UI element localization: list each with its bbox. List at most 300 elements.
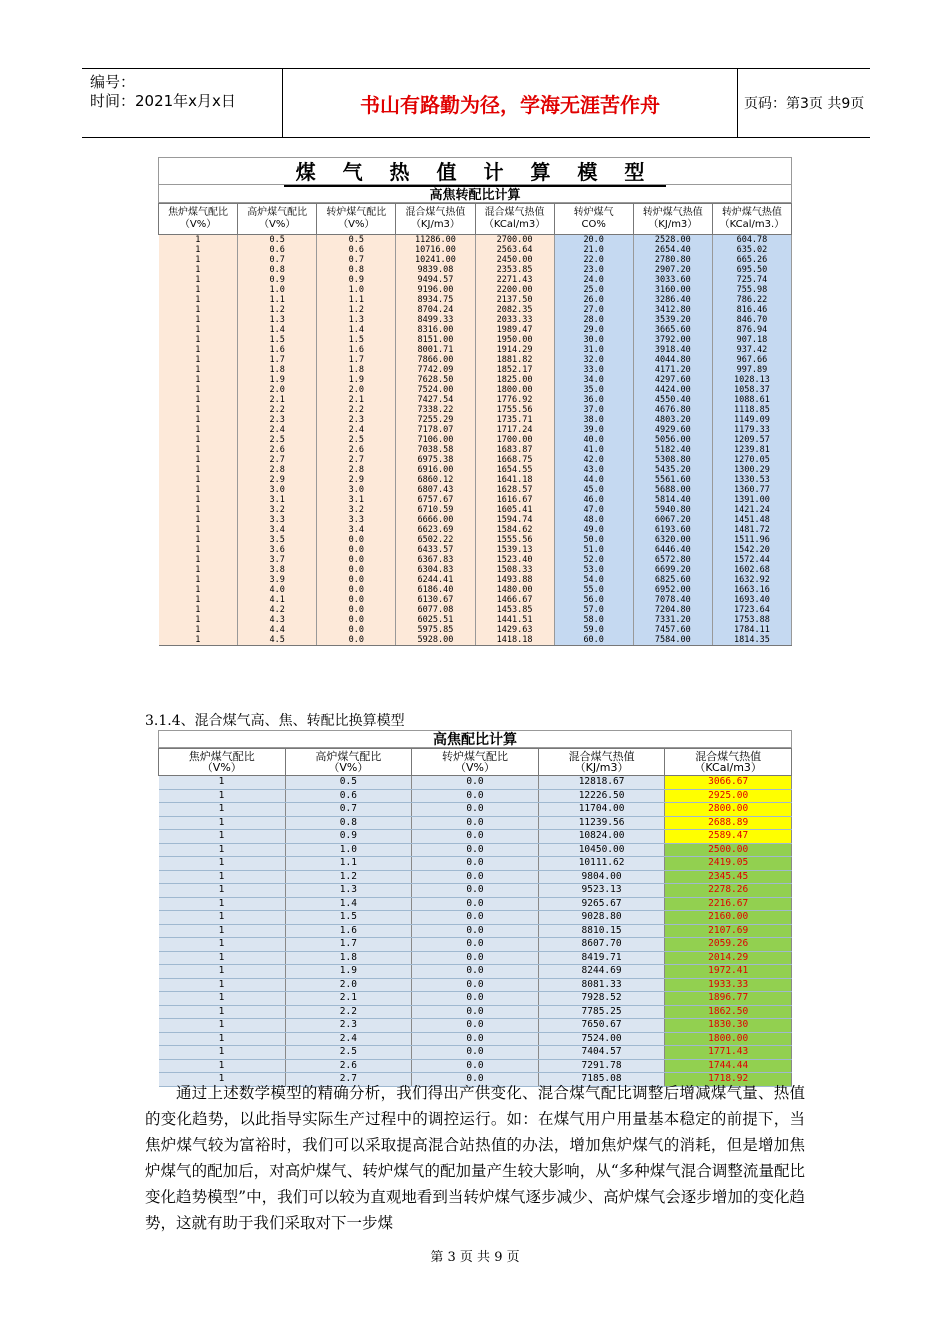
table-cell: 1632.92 bbox=[712, 575, 791, 585]
table-cell: 846.70 bbox=[712, 315, 791, 325]
table-cell: 6193.60 bbox=[633, 525, 712, 535]
table-cell: 30.0 bbox=[554, 335, 633, 345]
table-cell: 7038.58 bbox=[396, 445, 475, 455]
table-cell: 0.0 bbox=[412, 816, 539, 830]
table-cell: 0.6 bbox=[238, 245, 317, 255]
table-row bbox=[159, 911, 792, 925]
table-cell: 1466.67 bbox=[475, 595, 554, 605]
table-cell: 8316.00 bbox=[396, 325, 475, 335]
table-cell: 0.5 bbox=[317, 235, 396, 246]
table-row bbox=[159, 245, 792, 255]
table-cell: 2.2 bbox=[285, 1005, 412, 1019]
table-row bbox=[159, 803, 792, 817]
table-cell: 2528.00 bbox=[633, 235, 712, 246]
table-cell: 1 bbox=[159, 545, 238, 555]
table-cell: 3286.40 bbox=[633, 295, 712, 305]
table-cell: 1 bbox=[159, 830, 286, 844]
table-cell: 1300.29 bbox=[712, 465, 791, 475]
table-cell: 665.26 bbox=[712, 255, 791, 265]
ratio-conversion-table bbox=[158, 730, 792, 1087]
table-cell: 1628.57 bbox=[475, 485, 554, 495]
table-cell: 1 bbox=[159, 515, 238, 525]
table-cell: 1028.13 bbox=[712, 375, 791, 385]
table-cell: 0.0 bbox=[412, 1073, 539, 1087]
table-cell: 1776.92 bbox=[475, 395, 554, 405]
table-cell: 7584.00 bbox=[633, 635, 712, 646]
table-cell: 604.78 bbox=[712, 235, 791, 246]
table-cell: 1700.00 bbox=[475, 435, 554, 445]
table-cell: 0.0 bbox=[412, 965, 539, 979]
table2-subtitle: 高焦配比计算 bbox=[158, 730, 792, 748]
table1-header-7 bbox=[712, 204, 791, 235]
table-cell: 43.0 bbox=[554, 465, 633, 475]
table-cell: 725.74 bbox=[712, 275, 791, 285]
table-cell: 1 bbox=[159, 495, 238, 505]
table-row bbox=[159, 405, 792, 415]
table-cell: 1508.33 bbox=[475, 565, 554, 575]
table-cell: 2800.00 bbox=[665, 803, 792, 817]
table-cell: 1 bbox=[159, 1059, 286, 1073]
table-row bbox=[159, 992, 792, 1006]
table-cell: 1755.56 bbox=[475, 405, 554, 415]
table-cell: 49.0 bbox=[554, 525, 633, 535]
table-row bbox=[159, 435, 792, 445]
table-cell: 3792.00 bbox=[633, 335, 712, 345]
table-cell: 1058.37 bbox=[712, 385, 791, 395]
table-cell: 2907.20 bbox=[633, 265, 712, 275]
table-cell: 2.4 bbox=[317, 425, 396, 435]
table-cell: 2.9 bbox=[317, 475, 396, 485]
table-cell: 1881.82 bbox=[475, 355, 554, 365]
table-row bbox=[159, 605, 792, 615]
table-cell: 1 bbox=[159, 315, 238, 325]
table-row bbox=[159, 585, 792, 595]
table-cell: 3066.67 bbox=[665, 776, 792, 790]
table1-header-1 bbox=[238, 204, 317, 235]
table-cell: 3.1 bbox=[317, 495, 396, 505]
table-cell: 1753.88 bbox=[712, 615, 791, 625]
table-cell: 6067.20 bbox=[633, 515, 712, 525]
table-cell: 1.1 bbox=[238, 295, 317, 305]
table-cell: 3160.00 bbox=[633, 285, 712, 295]
table-cell: 2.5 bbox=[238, 435, 317, 445]
table1-header-line: 转炉煤气配比 bbox=[326, 207, 387, 218]
table-row bbox=[159, 535, 792, 545]
table-cell: 0.0 bbox=[412, 951, 539, 965]
table-cell: 1270.05 bbox=[712, 455, 791, 465]
table-cell: 1511.96 bbox=[712, 535, 791, 545]
table-cell: 31.0 bbox=[554, 345, 633, 355]
table-cell: 0.9 bbox=[238, 275, 317, 285]
table-cell: 26.0 bbox=[554, 295, 633, 305]
table-cell: 1744.44 bbox=[665, 1059, 792, 1073]
table-cell: 1555.56 bbox=[475, 535, 554, 545]
table-cell: 4.0 bbox=[238, 585, 317, 595]
table-cell: 11239.56 bbox=[538, 816, 665, 830]
table-cell: 1 bbox=[159, 625, 238, 635]
table1-header-line: 混合煤气热值 bbox=[484, 207, 545, 218]
table-cell: 0.0 bbox=[412, 870, 539, 884]
table-cell: 6807.43 bbox=[396, 485, 475, 495]
table1-subtitle: 高焦转配比计算 bbox=[158, 185, 792, 203]
table-cell: 7524.00 bbox=[396, 385, 475, 395]
table-cell: 7291.78 bbox=[538, 1059, 665, 1073]
page-footer: 第 3 页 共 9 页 bbox=[430, 1250, 520, 1265]
table-row bbox=[159, 897, 792, 911]
table-cell: 1360.77 bbox=[712, 485, 791, 495]
table-row bbox=[159, 475, 792, 485]
table-cell: 1.0 bbox=[317, 285, 396, 295]
table-cell: 9523.13 bbox=[538, 884, 665, 898]
table-cell: 9494.57 bbox=[396, 275, 475, 285]
table-cell: 7427.54 bbox=[396, 395, 475, 405]
table-cell: 40.0 bbox=[554, 435, 633, 445]
table-cell: 32.0 bbox=[554, 355, 633, 365]
table-cell: 1.1 bbox=[285, 857, 412, 871]
table-cell: 2.0 bbox=[317, 385, 396, 395]
table-cell: 1391.00 bbox=[712, 495, 791, 505]
table-cell: 1605.41 bbox=[475, 505, 554, 515]
table2-header-line: （V%） bbox=[328, 761, 369, 774]
table-cell: 8151.00 bbox=[396, 335, 475, 345]
table-cell: 1 bbox=[159, 525, 238, 535]
table-cell: 0.0 bbox=[412, 1046, 539, 1060]
table-row bbox=[159, 495, 792, 505]
table-row bbox=[159, 305, 792, 315]
table-cell: 7650.67 bbox=[538, 1019, 665, 1033]
table-cell: 7185.08 bbox=[538, 1073, 665, 1087]
table-cell: 7524.00 bbox=[538, 1032, 665, 1046]
table1-title bbox=[158, 157, 792, 185]
table-cell: 25.0 bbox=[554, 285, 633, 295]
table-cell: 2.4 bbox=[285, 1032, 412, 1046]
table-cell: 4.4 bbox=[238, 625, 317, 635]
table-cell: 2033.33 bbox=[475, 315, 554, 325]
table-cell: 1.0 bbox=[285, 843, 412, 857]
table-cell: 1 bbox=[159, 803, 286, 817]
table-cell: 1 bbox=[159, 605, 238, 615]
table-cell: 0.0 bbox=[412, 803, 539, 817]
table-cell: 6130.67 bbox=[396, 595, 475, 605]
table-cell: 1 bbox=[159, 415, 238, 425]
table-cell: 2589.47 bbox=[665, 830, 792, 844]
table-cell: 4.3 bbox=[238, 615, 317, 625]
table1-title-text: 煤 气 热 值 计 算 模 型 bbox=[284, 156, 667, 187]
table-cell: 10824.00 bbox=[538, 830, 665, 844]
table-cell: 8001.71 bbox=[396, 345, 475, 355]
table-cell: 1693.40 bbox=[712, 595, 791, 605]
table-cell: 1914.29 bbox=[475, 345, 554, 355]
table-cell: 1 bbox=[159, 635, 238, 646]
table-row bbox=[159, 355, 792, 365]
table-row bbox=[159, 285, 792, 295]
table-cell: 7178.07 bbox=[396, 425, 475, 435]
table-cell: 0.0 bbox=[317, 625, 396, 635]
table-cell: 1.1 bbox=[317, 295, 396, 305]
table-cell: 4297.60 bbox=[633, 375, 712, 385]
table-cell: 58.0 bbox=[554, 615, 633, 625]
table-row bbox=[159, 295, 792, 305]
table-cell: 0.8 bbox=[238, 265, 317, 275]
table-cell: 6952.00 bbox=[633, 585, 712, 595]
table-cell: 0.0 bbox=[412, 830, 539, 844]
table-cell: 1 bbox=[159, 245, 238, 255]
table-cell: 3.8 bbox=[238, 565, 317, 575]
table-cell: 0.0 bbox=[317, 575, 396, 585]
section-heading: 3.1.4、混合煤气高、焦、转配比换算模型 bbox=[145, 713, 405, 729]
table-cell: 4171.20 bbox=[633, 365, 712, 375]
table-cell: 2500.00 bbox=[665, 843, 792, 857]
table-cell: 55.0 bbox=[554, 585, 633, 595]
table-row bbox=[159, 505, 792, 515]
table-cell: 2.6 bbox=[285, 1059, 412, 1073]
table-cell: 9196.00 bbox=[396, 285, 475, 295]
header-page-label: 页码：第3页 共9页 bbox=[744, 96, 865, 112]
table-cell: 1933.33 bbox=[665, 978, 792, 992]
table-row bbox=[159, 595, 792, 605]
table-row bbox=[159, 465, 792, 475]
table-cell: 1.4 bbox=[317, 325, 396, 335]
table-cell: 56.0 bbox=[554, 595, 633, 605]
table-cell: 3.4 bbox=[317, 525, 396, 535]
table-cell: 3918.40 bbox=[633, 345, 712, 355]
table-cell: 1179.33 bbox=[712, 425, 791, 435]
table-cell: 1 bbox=[159, 816, 286, 830]
table-cell: 1.7 bbox=[285, 938, 412, 952]
table-row bbox=[159, 1046, 792, 1060]
table-cell: 3.6 bbox=[238, 545, 317, 555]
table-cell: 36.0 bbox=[554, 395, 633, 405]
table-cell: 1989.47 bbox=[475, 325, 554, 335]
table-cell: 3.7 bbox=[238, 555, 317, 565]
table-cell: 7866.00 bbox=[396, 355, 475, 365]
header-meta bbox=[82, 69, 282, 137]
table-cell: 2271.43 bbox=[475, 275, 554, 285]
table-cell: 29.0 bbox=[554, 325, 633, 335]
table-cell: 1 bbox=[159, 575, 238, 585]
table-cell: 0.7 bbox=[285, 803, 412, 817]
table-cell: 1 bbox=[159, 911, 286, 925]
table2-header-line: 混合煤气热值 bbox=[695, 750, 762, 763]
table-row bbox=[159, 575, 792, 585]
table-cell: 1330.53 bbox=[712, 475, 791, 485]
table-cell: 0.0 bbox=[317, 535, 396, 545]
table-cell: 4929.60 bbox=[633, 425, 712, 435]
table-row bbox=[159, 635, 792, 646]
table-row bbox=[159, 830, 792, 844]
table-cell: 2353.85 bbox=[475, 265, 554, 275]
table-cell: 2700.00 bbox=[475, 235, 554, 246]
table-cell: 1.3 bbox=[238, 315, 317, 325]
table-cell: 2.6 bbox=[317, 445, 396, 455]
table-row bbox=[159, 315, 792, 325]
table-cell: 0.9 bbox=[285, 830, 412, 844]
table-cell: 7078.40 bbox=[633, 595, 712, 605]
table-cell: 0.0 bbox=[317, 555, 396, 565]
table-cell: 2.3 bbox=[285, 1019, 412, 1033]
table-cell: 1.8 bbox=[285, 951, 412, 965]
code-label: 编号： bbox=[90, 73, 136, 91]
table-cell: 2.3 bbox=[238, 415, 317, 425]
table-cell: 1717.24 bbox=[475, 425, 554, 435]
table-cell: 2.1 bbox=[238, 395, 317, 405]
table-cell: 47.0 bbox=[554, 505, 633, 515]
table-cell: 1 bbox=[159, 978, 286, 992]
table1-header-line: 焦炉煤气配比 bbox=[168, 207, 229, 218]
table-cell: 1602.68 bbox=[712, 565, 791, 575]
table-row bbox=[159, 870, 792, 884]
table-cell: 0.7 bbox=[238, 255, 317, 265]
table-cell: 10716.00 bbox=[396, 245, 475, 255]
table-cell: 2200.00 bbox=[475, 285, 554, 295]
table-cell: 967.66 bbox=[712, 355, 791, 365]
table1-header-line: （KCal/m3.） bbox=[719, 219, 785, 230]
table-cell: 1 bbox=[159, 295, 238, 305]
table-row bbox=[159, 425, 792, 435]
table-cell: 0.0 bbox=[412, 857, 539, 871]
table-cell: 44.0 bbox=[554, 475, 633, 485]
table-row bbox=[159, 965, 792, 979]
table-cell: 1542.20 bbox=[712, 545, 791, 555]
table-cell: 2.8 bbox=[238, 465, 317, 475]
table-cell: 3.2 bbox=[317, 505, 396, 515]
table-cell: 1.8 bbox=[317, 365, 396, 375]
table-cell: 2.5 bbox=[285, 1046, 412, 1060]
table1-header-line: 转炉煤气热值 bbox=[642, 207, 703, 218]
table-cell: 2.1 bbox=[317, 395, 396, 405]
table-cell: 4424.00 bbox=[633, 385, 712, 395]
table-cell: 5435.20 bbox=[633, 465, 712, 475]
table-cell: 35.0 bbox=[554, 385, 633, 395]
table-row bbox=[159, 275, 792, 285]
table-cell: 1 bbox=[159, 425, 238, 435]
table-cell: 2.9 bbox=[238, 475, 317, 485]
table-row bbox=[159, 951, 792, 965]
table-cell: 6916.00 bbox=[396, 465, 475, 475]
table-cell: 5814.40 bbox=[633, 495, 712, 505]
table-cell: 1 bbox=[159, 355, 238, 365]
table-cell: 5182.40 bbox=[633, 445, 712, 455]
table-cell: 7928.52 bbox=[538, 992, 665, 1006]
table-cell: 1429.63 bbox=[475, 625, 554, 635]
table-cell: 1 bbox=[159, 535, 238, 545]
table-cell: 1239.81 bbox=[712, 445, 791, 455]
table-cell: 1 bbox=[159, 924, 286, 938]
table-row bbox=[159, 325, 792, 335]
table-row bbox=[159, 924, 792, 938]
table-cell: 3.3 bbox=[317, 515, 396, 525]
header-motto: 书山有路勤为径，学海无涯苦作舟 bbox=[282, 69, 738, 137]
table1-header-line: 转炉煤气热值 bbox=[721, 207, 782, 218]
table-cell: 0.0 bbox=[412, 992, 539, 1006]
table-cell: 0.0 bbox=[317, 585, 396, 595]
table-cell: 635.02 bbox=[712, 245, 791, 255]
table-cell: 1149.09 bbox=[712, 415, 791, 425]
table2-header-2 bbox=[412, 749, 539, 776]
table-row bbox=[159, 816, 792, 830]
table-cell: 8499.33 bbox=[396, 315, 475, 325]
table-row bbox=[159, 265, 792, 275]
table-cell: 1 bbox=[159, 595, 238, 605]
table-cell: 59.0 bbox=[554, 625, 633, 635]
table-cell: 1 bbox=[159, 555, 238, 565]
table-cell: 0.0 bbox=[412, 938, 539, 952]
table-cell: 695.50 bbox=[712, 265, 791, 275]
table-cell: 2925.00 bbox=[665, 789, 792, 803]
table-cell: 11286.00 bbox=[396, 235, 475, 246]
table1-header-line: （V%） bbox=[179, 219, 217, 230]
table-cell: 7106.00 bbox=[396, 435, 475, 445]
table-cell: 21.0 bbox=[554, 245, 633, 255]
table-cell: 1.5 bbox=[317, 335, 396, 345]
table-cell: 1616.67 bbox=[475, 495, 554, 505]
table-cell: 1.3 bbox=[285, 884, 412, 898]
table-cell: 2.6 bbox=[238, 445, 317, 455]
table2-header-line: 焦炉煤气配比 bbox=[188, 750, 255, 763]
table-cell: 1.5 bbox=[285, 911, 412, 925]
table-cell: 1584.62 bbox=[475, 525, 554, 535]
table-cell: 1 bbox=[159, 265, 238, 275]
table-cell: 2.5 bbox=[317, 435, 396, 445]
table2-header-3 bbox=[538, 749, 665, 776]
table-cell: 5688.00 bbox=[633, 485, 712, 495]
table-cell: 3.4 bbox=[238, 525, 317, 535]
table1-header-2 bbox=[317, 204, 396, 235]
table2-header-line: 转炉煤气配比 bbox=[441, 750, 508, 763]
table-cell: 1 bbox=[159, 884, 286, 898]
table-cell: 1654.55 bbox=[475, 465, 554, 475]
table-cell: 1.9 bbox=[238, 375, 317, 385]
table-cell: 3033.60 bbox=[633, 275, 712, 285]
table-cell: 1.6 bbox=[317, 345, 396, 355]
table-cell: 1.5 bbox=[238, 335, 317, 345]
table2-header-0 bbox=[159, 749, 286, 776]
table-cell: 0.0 bbox=[317, 635, 396, 646]
table-cell: 4.1 bbox=[238, 595, 317, 605]
table1-grid bbox=[158, 203, 792, 646]
table-cell: 6304.83 bbox=[396, 565, 475, 575]
table-cell: 7338.22 bbox=[396, 405, 475, 415]
table-cell: 816.46 bbox=[712, 305, 791, 315]
table-cell: 7785.25 bbox=[538, 1005, 665, 1019]
table-cell: 5928.00 bbox=[396, 635, 475, 646]
table-cell: 6025.51 bbox=[396, 615, 475, 625]
body-paragraph: 通过上述数学模型的精确分析，我们得出产供变化、混合煤气配比调整后增减煤气量、热值的变化趋势，以此指导实际生产过程中的调控运行。如：在煤气用户用量基本稳定的前提下，当焦炉煤气较为富裕时，我们可以采取提高混合站热值的办法，增加焦炉煤气的消耗，但是增加焦炉煤气的配加后，对高炉煤气、转炉煤气的配加量产生较大影响，从“多种煤气混合调整流量配比变化趋势模型”中，我们可以较为直观地看到当转炉煤气逐步减少、高炉煤气会逐步增加的变化趋势，这就有助于我们采取对下一步煤 bbox=[145, 1084, 805, 1232]
table-cell: 755.98 bbox=[712, 285, 791, 295]
table-cell: 42.0 bbox=[554, 455, 633, 465]
table-row bbox=[159, 485, 792, 495]
table-row bbox=[159, 365, 792, 375]
table-cell: 1735.71 bbox=[475, 415, 554, 425]
table-cell: 2.2 bbox=[238, 405, 317, 415]
table-cell: 2688.89 bbox=[665, 816, 792, 830]
table-cell: 1830.30 bbox=[665, 1019, 792, 1033]
table-cell: 9028.80 bbox=[538, 911, 665, 925]
table-cell: 3.0 bbox=[317, 485, 396, 495]
table-cell: 1950.00 bbox=[475, 335, 554, 345]
table-row bbox=[159, 1005, 792, 1019]
table-cell: 5561.60 bbox=[633, 475, 712, 485]
table-cell: 33.0 bbox=[554, 365, 633, 375]
table-cell: 1.7 bbox=[317, 355, 396, 365]
table-row bbox=[159, 565, 792, 575]
table-cell: 1784.11 bbox=[712, 625, 791, 635]
table-cell: 51.0 bbox=[554, 545, 633, 555]
table-row bbox=[159, 525, 792, 535]
table-cell: 6757.67 bbox=[396, 495, 475, 505]
table-cell: 8934.75 bbox=[396, 295, 475, 305]
table-row bbox=[159, 938, 792, 952]
